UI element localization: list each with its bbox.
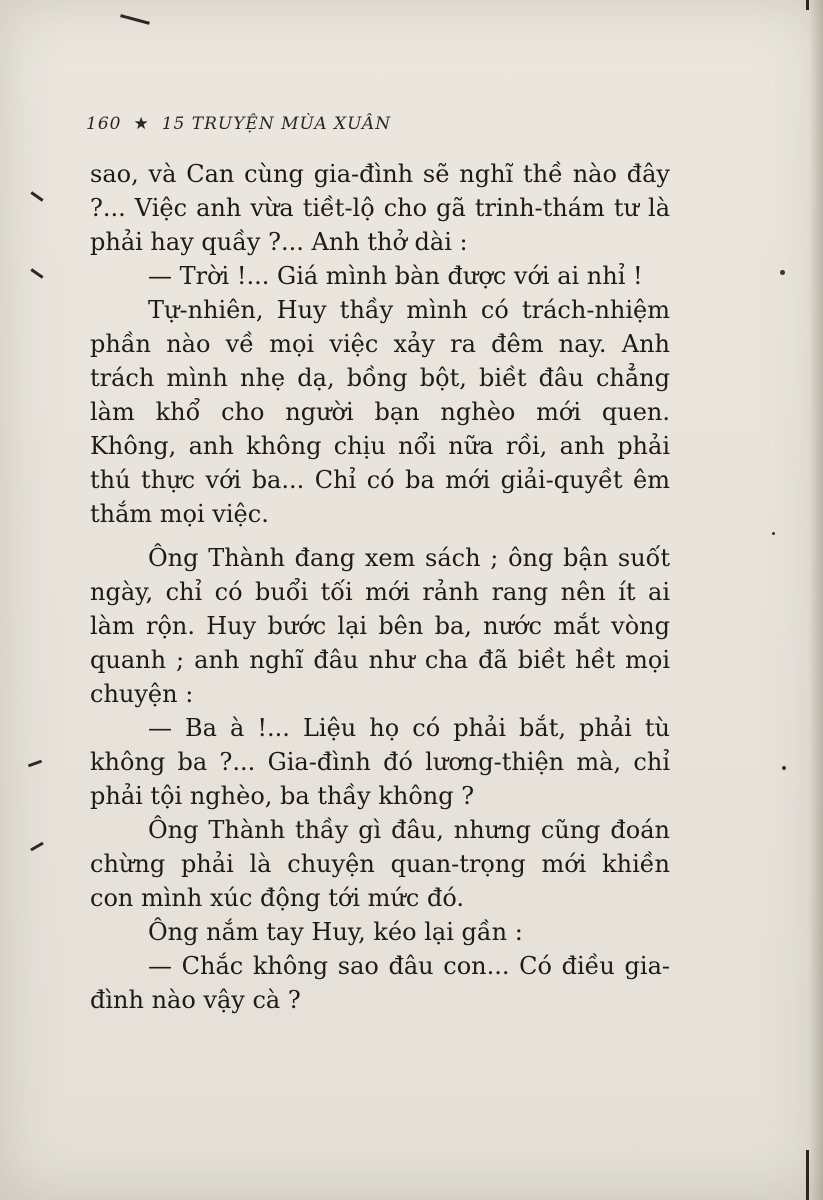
paper-speck	[780, 270, 785, 275]
paper-speck	[782, 766, 786, 770]
star-icon: ★	[133, 114, 150, 134]
paper-speck	[772, 532, 775, 535]
edge-line	[806, 0, 809, 10]
binding-mark	[30, 191, 43, 201]
binding-mark	[120, 14, 150, 25]
paragraph: Ông Thành đang xem sách ; ông bận suốt ngày, chỉ có buổi tối mới rảnh rang nên ít ai làm rộn. Huy bước lại bên ba, nước mắt vòng quanh ; anh nghĩ đâu như cha đã biềt hềt mọi chuyện :	[90, 544, 670, 708]
paragraph: Ông Thành thầy gì đâu, nhưng cũng đoán chừng phải là chuyện quan-trọng mới khiền con mình xúc động tới mức đó.	[90, 816, 670, 912]
paragraph-dialogue: — Chắc không sao đâu con... Có điều gia-đình nào vậy cà ?	[90, 952, 670, 1014]
edge-line	[806, 1150, 809, 1200]
page-edge-shadow	[809, 0, 823, 1200]
book-title: 15 TRUYỆN MÙA XUÂN	[161, 114, 392, 134]
paragraph: Ông nắm tay Huy, kéo lại gần :	[148, 918, 523, 946]
binding-mark	[30, 842, 44, 852]
running-header	[86, 114, 391, 134]
page-number: 160	[86, 114, 122, 134]
body-text	[90, 157, 670, 1017]
binding-mark	[28, 760, 42, 768]
paragraph-dialogue: — Trời !... Giá mình bàn được với ai nhỉ !	[148, 262, 643, 290]
paragraph-dialogue: — Ba à !... Liệu họ có phải bắt, phải tù không ba ?... Gia-đình đó lương-thiện mà, chỉ phải tội nghèo, ba thầy không ?	[90, 714, 670, 810]
paragraph-continuation: sao, và Can cùng gia-đình sẽ nghĩ thề nào đây ?... Việc anh vừa tiềt-lộ cho gã trinh-thám tư là phải hay quầy ?... Anh thở dài :	[90, 160, 670, 256]
paragraph: Tự-nhiên, Huy thầy mình có trách-nhiệm phần nào về mọi việc xảy ra đêm nay. Anh trách mình nhẹ dạ, bồng bột, biềt đâu chẳng làm khổ cho người bạn nghèo mới quen. Không, anh không chịu nổi nữa rồi, anh phải thú thực với ba... Chỉ có ba mới giải-quyềt êm thắm mọi việc.	[90, 296, 670, 528]
binding-mark	[30, 268, 43, 278]
